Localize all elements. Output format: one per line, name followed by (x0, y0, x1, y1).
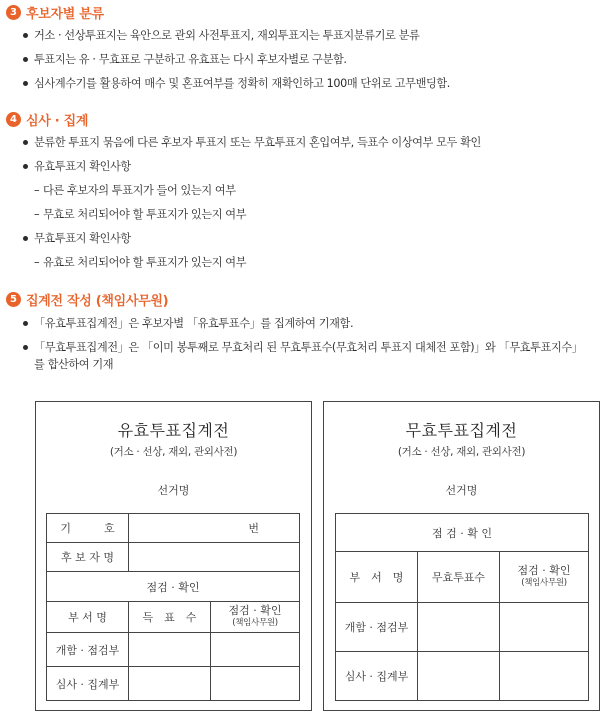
table-row (336, 514, 589, 552)
candidate-label: 후 보 자 명 (47, 543, 129, 572)
table-row (336, 652, 589, 701)
bullet-item (6, 231, 604, 246)
confirm-cell[interactable] (211, 633, 300, 667)
col-confirm-sublabel: (책임사무원) (232, 618, 278, 628)
col-confirm-sublabel: (책임사무원) (521, 578, 567, 588)
table-row (47, 667, 300, 701)
bullet-dot-icon (23, 321, 28, 326)
section-title: 심사 · 집계 (26, 113, 89, 129)
table-row (47, 543, 300, 572)
bullet-dot-icon (23, 81, 28, 86)
candidate-name-field[interactable] (129, 543, 300, 572)
form-title: 무효투표집계전 (405, 421, 518, 440)
votes-cell[interactable] (418, 603, 500, 652)
section-3-heading (6, 3, 604, 21)
section-4-heading (6, 110, 604, 128)
valid-vote-tally-form (35, 401, 312, 711)
bullet-text: 「무효투표집계전」은 「이미 봉투째로 무효처리 된 무효투표수(무효처리 투표지 대체전 포함)」와 「무효투표지수」 (34, 341, 583, 354)
bullet-text: 거소 · 선상투표지는 육안으로 관외 사전투표지, 재외투표지는 투표지분류기로 분류 (34, 29, 420, 42)
check-confirm-header: 점검 · 확인 (47, 572, 300, 602)
row-label: 개함 · 점검부 (336, 603, 418, 652)
col-confirm-header (500, 552, 589, 603)
col-dept-header: 부 서 명 (47, 602, 129, 633)
bullet-text: 무효투표지 확인사항 (34, 232, 131, 245)
invalid-vote-tally-form (323, 401, 600, 711)
dash-icon: – (34, 256, 40, 269)
table-row (47, 572, 300, 602)
confirm-cell[interactable] (211, 667, 300, 701)
col-votes-header: 무효투표수 (418, 552, 500, 603)
section-5 (6, 290, 604, 372)
votes-cell[interactable] (129, 633, 211, 667)
check-confirm-header: 점 검 · 확 인 (336, 514, 589, 552)
dash-icon: – (34, 184, 40, 197)
col-confirm-header (211, 602, 300, 633)
election-name-label: 선거명 (445, 484, 478, 497)
section-title: 후보자별 분류 (26, 6, 104, 22)
row-label: 심사 · 집계부 (336, 652, 418, 701)
section-number-badge: 5 (6, 292, 21, 307)
sub-text: 다른 후보자의 투표지가 들어 있는지 여부 (43, 184, 236, 197)
election-name-label: 선거명 (157, 484, 190, 497)
bullet-item (6, 340, 604, 355)
valid-tally-table (46, 513, 300, 701)
confirm-cell[interactable] (500, 652, 589, 701)
sub-item (6, 183, 604, 198)
bullet-text: 분류한 투표지 묶음에 다른 후보자 투표지 또는 무효투표지 혼입여부, 득표수 이상여부 모두 확인 (34, 136, 481, 149)
bullet-item (6, 52, 604, 67)
bullet-item (6, 28, 604, 43)
bullet-item (6, 76, 604, 91)
table-row (336, 603, 589, 652)
bullet-dot-icon (23, 164, 28, 169)
bullet-dot-icon (23, 57, 28, 62)
confirm-cell[interactable] (500, 603, 589, 652)
table-row (47, 633, 300, 667)
table-row (47, 514, 300, 543)
col-confirm-label: 점검 · 확인 (228, 604, 282, 617)
form-title: 유효투표집계전 (117, 421, 230, 440)
sub-item (6, 207, 604, 222)
votes-cell[interactable] (418, 652, 500, 701)
col-votes-header: 득 표 수 (129, 602, 211, 633)
section-5-heading (6, 290, 604, 308)
sub-text: 무효로 처리되어야 할 투표지가 있는지 여부 (43, 208, 247, 221)
table-row (47, 602, 300, 633)
bullet-item (6, 135, 604, 150)
col-dept-header: 부 서 명 (336, 552, 418, 603)
bullet-item (6, 316, 604, 331)
number-field[interactable] (129, 514, 300, 543)
section-title: 집계전 작성 (책임사무원) (26, 293, 169, 309)
bullet-text: 투표지는 유 · 무효표로 구분하고 유효표는 다시 후보자별로 구분함. (34, 53, 347, 66)
dash-icon: – (34, 208, 40, 221)
row-label: 심사 · 집계부 (47, 667, 129, 701)
bullet-item (6, 159, 604, 174)
bullet-dot-icon (23, 140, 28, 145)
symbol-label: 기 호 (47, 514, 129, 543)
bullet-dot-icon (23, 345, 28, 350)
sub-item (6, 255, 604, 270)
bullet-continuation (6, 357, 604, 372)
sub-text: 유효로 처리되어야 할 투표지가 있는지 여부 (43, 256, 247, 269)
bullet-text: 「유효투표집계전」은 후보자별 「유효투표수」를 집계하여 기재함. (34, 317, 354, 330)
section-3 (6, 3, 604, 91)
bullet-text: 유효투표지 확인사항 (34, 160, 131, 173)
col-confirm-label: 점검 · 확인 (517, 564, 571, 577)
table-row (336, 552, 589, 603)
invalid-tally-table (335, 513, 589, 701)
form-subtitle: (거소 · 선상, 재외, 관외사전) (397, 446, 526, 458)
form-subtitle: (거소 · 선상, 재외, 관외사전) (109, 446, 238, 458)
section-number-badge: 3 (6, 5, 21, 20)
row-label: 개함 · 점검부 (47, 633, 129, 667)
bullet-dot-icon (23, 236, 28, 241)
section-4 (6, 110, 604, 270)
bullet-dot-icon (23, 33, 28, 38)
votes-cell[interactable] (129, 667, 211, 701)
bullet-text: 심사계수기를 활용하여 매수 및 혼표여부를 정확히 재확인하고 100매 단위로 고무밴딩함. (34, 77, 450, 90)
section-number-badge: 4 (6, 112, 21, 127)
number-label: 번 (248, 522, 260, 535)
bullet-text: 를 합산하여 기재 (34, 358, 114, 371)
